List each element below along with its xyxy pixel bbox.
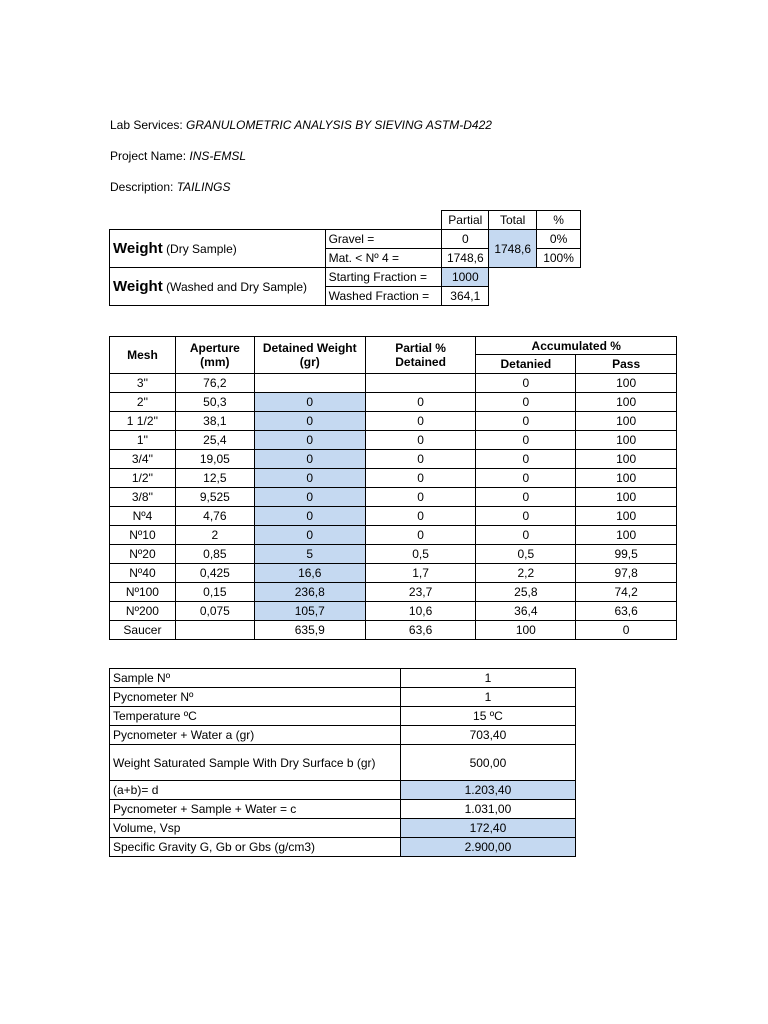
header-partial-detained xyxy=(365,337,476,374)
accumulated-pass-cell: 100 xyxy=(576,431,677,450)
washed-fraction-value: 364,1 xyxy=(442,287,489,306)
accumulated-detained-cell: 0 xyxy=(476,374,576,393)
sieve-row xyxy=(110,564,677,583)
accumulated-detained-cell: 100 xyxy=(476,621,576,640)
detained-weight-cell: 0 xyxy=(254,469,365,488)
gravity-label-cell: Sample Nº xyxy=(110,669,401,688)
header-aperture xyxy=(175,337,254,374)
aperture-cell: 12,5 xyxy=(175,469,254,488)
header-detanied: Detanied xyxy=(476,355,576,374)
project-name-value: INS-EMSL xyxy=(189,149,247,163)
gravity-label-cell: Volume, Vsp xyxy=(110,819,401,838)
sieve-row xyxy=(110,488,677,507)
accumulated-detained-cell: 0 xyxy=(476,450,576,469)
gravity-row xyxy=(110,838,576,857)
gravity-row xyxy=(110,707,576,726)
aperture-cell: 38,1 xyxy=(175,412,254,431)
detained-weight-cell: 0 xyxy=(254,412,365,431)
mesh-cell: Nº200 xyxy=(110,602,176,621)
gravity-row xyxy=(110,726,576,745)
aperture-cell: 0,15 xyxy=(175,583,254,602)
gravity-row xyxy=(110,800,576,819)
accumulated-pass-cell: 100 xyxy=(576,488,677,507)
detained-weight-cell: 5 xyxy=(254,545,365,564)
detained-weight-cell: 0 xyxy=(254,450,365,469)
description-label: Description: xyxy=(110,180,174,194)
header-detained-line1: Detained Weight xyxy=(262,341,357,355)
description-line xyxy=(110,180,231,194)
weight-washed-label: Weight xyxy=(113,278,163,295)
col-total-header: Total xyxy=(489,211,537,230)
header-mesh: Mesh xyxy=(110,337,176,374)
mesh-cell: 1 1/2'' xyxy=(110,412,176,431)
gravity-value-cell: 15 ºC xyxy=(400,707,575,726)
mesh-cell: Nº40 xyxy=(110,564,176,583)
sieve-row xyxy=(110,431,677,450)
gravity-row xyxy=(110,745,576,781)
gravity-value-cell: 1 xyxy=(400,688,575,707)
partial-detained-cell: 23,7 xyxy=(365,583,476,602)
header-partial-line2: Detained xyxy=(395,355,446,369)
accumulated-detained-cell: 0 xyxy=(476,431,576,450)
mesh-cell: Nº20 xyxy=(110,545,176,564)
aperture-cell: 0,425 xyxy=(175,564,254,583)
detained-weight-cell: 236,8 xyxy=(254,583,365,602)
gravity-label-cell: Pycnometer + Sample + Water = c xyxy=(110,800,401,819)
gravity-label-cell: Weight Saturated Sample With Dry Surface b (gr) xyxy=(110,745,401,781)
partial-detained-cell: 0,5 xyxy=(365,545,476,564)
header-aperture-line1: Aperture xyxy=(189,341,240,355)
gravity-row xyxy=(110,819,576,838)
detained-weight-cell: 16,6 xyxy=(254,564,365,583)
mesh-cell: 3'' xyxy=(110,374,176,393)
accumulated-pass-cell: 100 xyxy=(576,526,677,545)
accumulated-detained-cell: 36,4 xyxy=(476,602,576,621)
gravity-value-cell: 172,40 xyxy=(400,819,575,838)
mesh-cell: Nº10 xyxy=(110,526,176,545)
detained-weight-cell: 0 xyxy=(254,507,365,526)
header-aperture-line2: (mm) xyxy=(200,355,230,369)
sieve-row xyxy=(110,450,677,469)
partial-detained-cell: 0 xyxy=(365,450,476,469)
partial-detained-cell: 0 xyxy=(365,431,476,450)
partial-detained-cell: 10,6 xyxy=(365,602,476,621)
mesh-cell: 2'' xyxy=(110,393,176,412)
weight-washed-sub: (Washed and Dry Sample) xyxy=(166,280,308,294)
description-value: TAILINGS xyxy=(176,180,231,194)
mesh-cell: 3/8'' xyxy=(110,488,176,507)
detained-weight-cell: 0 xyxy=(254,393,365,412)
mat-label: Mat. < Nº 4 = xyxy=(325,249,442,268)
gravity-row xyxy=(110,781,576,800)
accumulated-pass-cell: 100 xyxy=(576,469,677,488)
mesh-cell: 1'' xyxy=(110,431,176,450)
accumulated-pass-cell: 100 xyxy=(576,507,677,526)
gravity-label-cell: Specific Gravity G, Gb or Gbs (g/cm3) xyxy=(110,838,401,857)
accumulated-pass-cell: 100 xyxy=(576,412,677,431)
mat-pct: 100% xyxy=(537,249,581,268)
mesh-cell: 3/4'' xyxy=(110,450,176,469)
gravity-value-cell: 2.900,00 xyxy=(400,838,575,857)
accumulated-detained-cell: 0 xyxy=(476,469,576,488)
lab-services-value: GRANULOMETRIC ANALYSIS BY SIEVING ASTM-D422 xyxy=(186,118,492,132)
detained-weight-cell xyxy=(254,374,365,393)
mesh-cell: Nº4 xyxy=(110,507,176,526)
aperture-cell: 4,76 xyxy=(175,507,254,526)
gravity-value-cell: 703,40 xyxy=(400,726,575,745)
project-name-line xyxy=(110,149,246,163)
header-pass: Pass xyxy=(576,355,677,374)
accumulated-detained-cell: 25,8 xyxy=(476,583,576,602)
total-weight: 1748,6 xyxy=(489,230,537,268)
accumulated-detained-cell: 0 xyxy=(476,488,576,507)
partial-detained-cell: 1,7 xyxy=(365,564,476,583)
aperture-cell: 2 xyxy=(175,526,254,545)
gravity-label-cell: Temperature ºC xyxy=(110,707,401,726)
detained-weight-cell: 635,9 xyxy=(254,621,365,640)
partial-detained-cell: 0 xyxy=(365,393,476,412)
gravity-row xyxy=(110,688,576,707)
accumulated-detained-cell: 0 xyxy=(476,526,576,545)
sieve-row xyxy=(110,374,677,393)
accumulated-pass-cell: 99,5 xyxy=(576,545,677,564)
aperture-cell: 76,2 xyxy=(175,374,254,393)
accumulated-pass-cell: 100 xyxy=(576,450,677,469)
sieve-table xyxy=(109,336,677,640)
accumulated-pass-cell: 0 xyxy=(576,621,677,640)
sieve-row xyxy=(110,526,677,545)
weight-dry-label: Weight xyxy=(113,240,163,257)
partial-detained-cell: 0 xyxy=(365,526,476,545)
partial-detained-cell: 0 xyxy=(365,469,476,488)
header-detained-line2: (gr) xyxy=(299,355,320,369)
accumulated-detained-cell: 2,2 xyxy=(476,564,576,583)
accumulated-detained-cell: 0 xyxy=(476,507,576,526)
mesh-cell: 1/2'' xyxy=(110,469,176,488)
gravity-label-cell: Pycnometer Nº xyxy=(110,688,401,707)
gravity-row xyxy=(110,669,576,688)
partial-detained-cell: 0 xyxy=(365,488,476,507)
aperture-cell: 0,85 xyxy=(175,545,254,564)
starting-fraction-value: 1000 xyxy=(442,268,489,287)
gravel-partial: 0 xyxy=(442,230,489,249)
header-partial-line1: Partial % xyxy=(395,341,446,355)
aperture-cell: 19,05 xyxy=(175,450,254,469)
washed-fraction-label: Washed Fraction = xyxy=(325,287,442,306)
sieve-row xyxy=(110,469,677,488)
sieve-row xyxy=(110,621,677,640)
detained-weight-cell: 0 xyxy=(254,526,365,545)
detained-weight-cell: 105,7 xyxy=(254,602,365,621)
specific-gravity-table xyxy=(109,668,576,857)
sieve-row xyxy=(110,602,677,621)
accumulated-pass-cell: 100 xyxy=(576,393,677,412)
gravity-rows xyxy=(110,669,576,857)
weight-summary-table xyxy=(109,210,581,306)
sieve-row xyxy=(110,393,677,412)
accumulated-pass-cell: 63,6 xyxy=(576,602,677,621)
aperture-cell xyxy=(175,621,254,640)
gravel-label: Gravel = xyxy=(325,230,442,249)
detained-weight-cell: 0 xyxy=(254,431,365,450)
lab-services-label: Lab Services: xyxy=(110,118,183,132)
weight-dry-sub: (Dry Sample) xyxy=(166,242,237,256)
accumulated-detained-cell: 0 xyxy=(476,412,576,431)
gravity-value-cell: 1.031,00 xyxy=(400,800,575,819)
starting-fraction-label: Starting Fraction = xyxy=(325,268,442,287)
sieve-row xyxy=(110,583,677,602)
partial-detained-cell xyxy=(365,374,476,393)
aperture-cell: 25,4 xyxy=(175,431,254,450)
accumulated-pass-cell: 100 xyxy=(576,374,677,393)
detained-weight-cell: 0 xyxy=(254,488,365,507)
aperture-cell: 9,525 xyxy=(175,488,254,507)
gravity-label-cell: Pycnometer + Water a (gr) xyxy=(110,726,401,745)
gravity-value-cell: 500,00 xyxy=(400,745,575,781)
mesh-cell: Nº100 xyxy=(110,583,176,602)
header-accumulated: Accumulated % xyxy=(476,337,677,355)
col-pct-header: % xyxy=(537,211,581,230)
aperture-cell: 0,075 xyxy=(175,602,254,621)
gravel-pct: 0% xyxy=(537,230,581,249)
partial-detained-cell: 0 xyxy=(365,507,476,526)
accumulated-detained-cell: 0 xyxy=(476,393,576,412)
mat-partial: 1748,6 xyxy=(442,249,489,268)
sieve-row xyxy=(110,507,677,526)
sieve-row xyxy=(110,412,677,431)
sieve-rows xyxy=(110,374,677,640)
mesh-cell: Saucer xyxy=(110,621,176,640)
col-partial-header: Partial xyxy=(442,211,489,230)
weight-washed-cell xyxy=(110,268,326,306)
weight-dry-cell xyxy=(110,230,326,268)
sieve-row xyxy=(110,545,677,564)
partial-detained-cell: 0 xyxy=(365,412,476,431)
gravity-value-cell: 1.203,40 xyxy=(400,781,575,800)
gravity-value-cell: 1 xyxy=(400,669,575,688)
gravity-label-cell: (a+b)= d xyxy=(110,781,401,800)
accumulated-pass-cell: 97,8 xyxy=(576,564,677,583)
accumulated-pass-cell: 74,2 xyxy=(576,583,677,602)
accumulated-detained-cell: 0,5 xyxy=(476,545,576,564)
project-name-label: Project Name: xyxy=(110,149,187,163)
header-detained-weight xyxy=(254,337,365,374)
lab-services-line xyxy=(110,118,492,132)
aperture-cell: 50,3 xyxy=(175,393,254,412)
partial-detained-cell: 63,6 xyxy=(365,621,476,640)
